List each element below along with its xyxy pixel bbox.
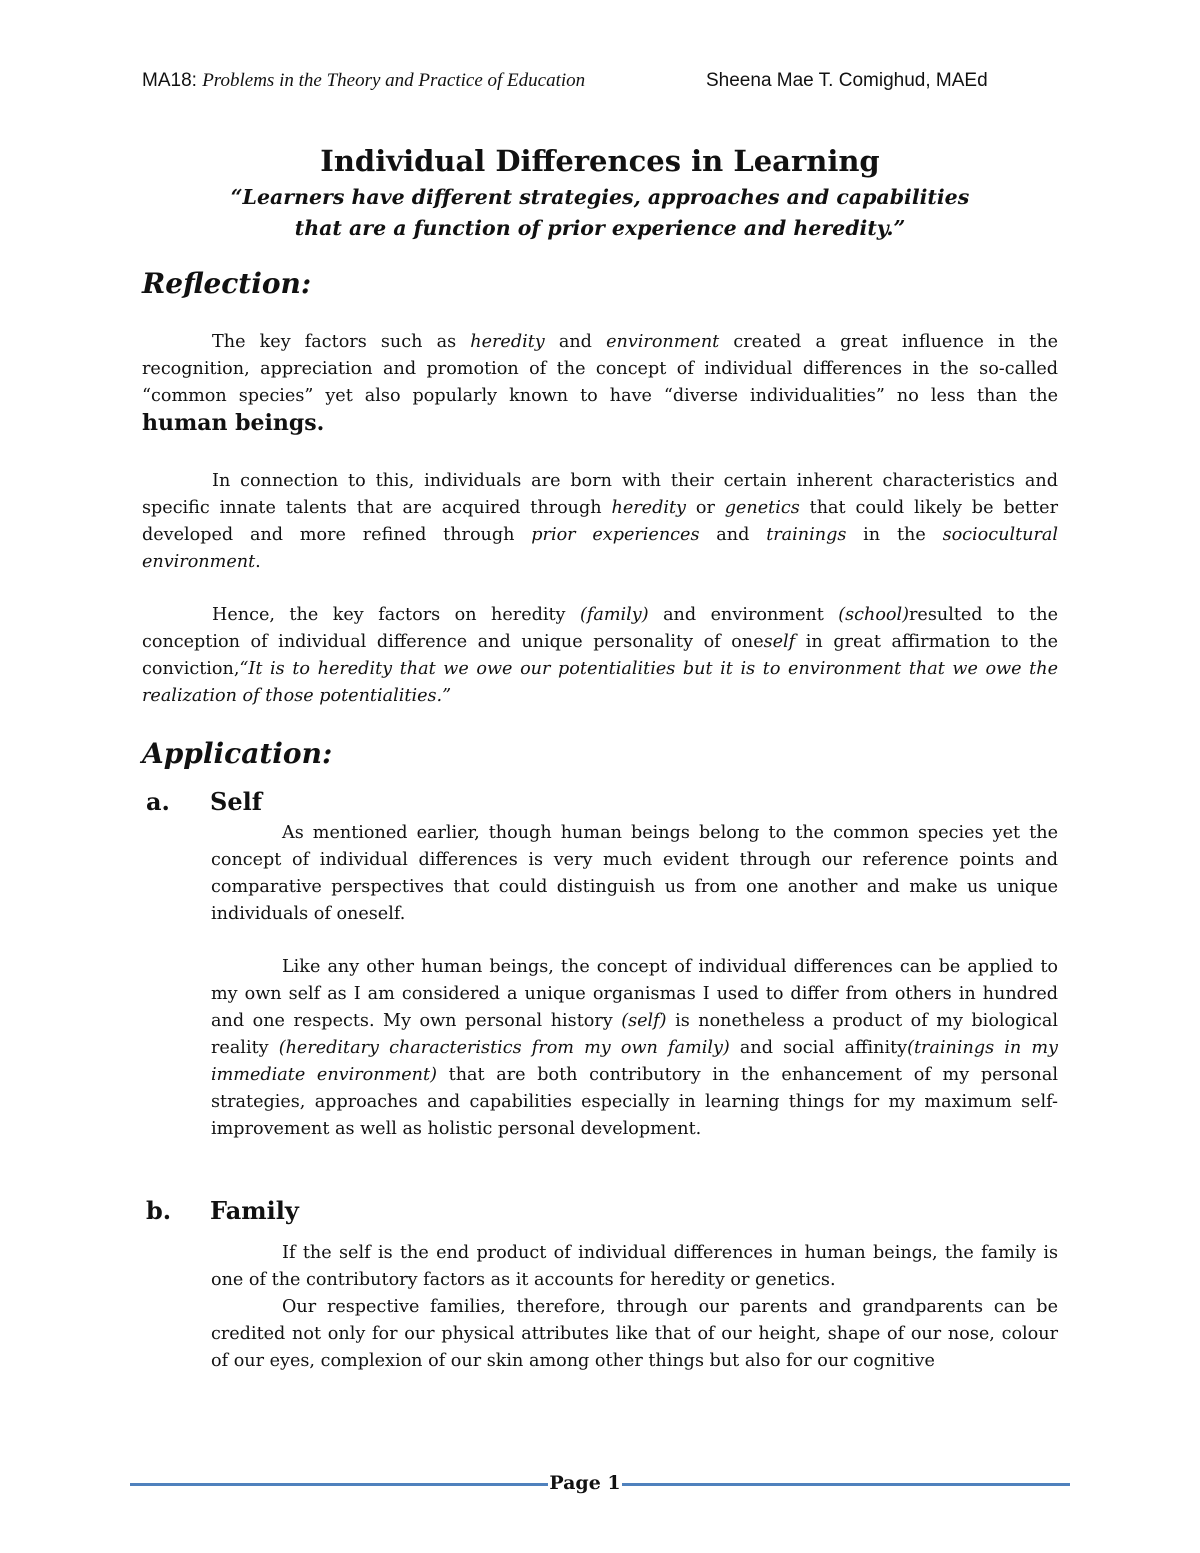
text-run: heredity <box>611 498 686 518</box>
application-heading: Application: <box>142 737 333 770</box>
text-run: and social affinity <box>729 1038 908 1058</box>
text-run: If the self is the end product of individual differences in human beings, the family is one of the contributory factors as it accounts for heredity or genetics. <box>211 1243 1058 1290</box>
family-paragraph-1 <box>211 1240 1058 1294</box>
course-title: Problems in the Theory and Practice of Education <box>202 70 586 91</box>
page-header <box>142 70 1058 96</box>
text-run: (school) <box>838 605 910 625</box>
text-run: and environment <box>648 605 839 625</box>
footer-divider-right <box>622 1483 1070 1486</box>
text-run: is nonetheless a product of my biological reality <box>211 1011 1058 1058</box>
text-run: environment <box>606 332 720 352</box>
course-code: MA18: <box>142 70 197 91</box>
text-run: heredity <box>470 332 545 352</box>
subheading-label: Self <box>210 787 263 816</box>
family-paragraph-2 <box>211 1294 1058 1375</box>
quote-text: “It is to heredity that we owe our potentialities but it is to environment that we owe the realization of those potentialities.” <box>142 659 1058 706</box>
title-block <box>0 140 1200 244</box>
page-number: Page 1 <box>549 1472 621 1494</box>
text-run: created a great influence in the recognition, appreciation and promotion of the concept of individual differences in the so-called “common species” yet also popularly known to have “diverse individualities” no less than the <box>142 332 1058 406</box>
reflection-heading: Reflection: <box>142 267 312 300</box>
document-title: Individual Differences in Learning <box>320 144 880 178</box>
text-run: that are both contributory in the enhancement of my personal strategies, approaches and capabilities especially in learning things for my maximum self-improvement as well as holistic personal development. <box>211 1065 1058 1139</box>
text-run: in the <box>846 525 943 545</box>
family-subheading <box>146 1196 299 1225</box>
text-run: Like any other human beings, the concept of individual differences can be applied to my own self as I am considered a unique organismas I used to differ from others in hundred and one respects. My own personal history <box>211 957 1058 1031</box>
self-paragraph-2 <box>211 954 1058 1143</box>
text-run: and <box>699 525 767 545</box>
text-run: As mentioned earlier, though human beings belong to the common species yet the concept of individual differences is very much evident through our reference points and comparative perspectives that could distinguish us from one another and make us unique individuals of oneself. <box>211 823 1058 924</box>
text-run: The key factors such as <box>212 332 471 352</box>
text-run: trainings <box>766 525 847 545</box>
course-label <box>142 70 585 92</box>
emphasis-text: human beings. <box>142 410 325 436</box>
text-run: (self) <box>621 1011 667 1031</box>
reflection-paragraph-1 <box>142 329 1058 439</box>
self-subheading <box>146 787 262 816</box>
author-name: Sheena Mae T. Comighud, MAEd <box>706 70 988 91</box>
text-run: In connection to this, individuals are born with their certain inherent characteristics and specific innate talents that are acquired through <box>142 471 1058 518</box>
text-run: and <box>544 332 607 352</box>
text-run: Hence, the key factors on heredity <box>212 605 580 625</box>
text-run: (trainings in my immediate environment) <box>211 1038 1058 1085</box>
text-run: in great affirmation to the conviction, <box>142 632 1058 679</box>
subheading-label: Family <box>210 1196 299 1225</box>
text-run: that could likely be better developed and more refined through <box>142 498 1058 545</box>
reflection-paragraph-2 <box>142 468 1058 576</box>
text-run: or <box>685 498 725 518</box>
text-run: resulted to the conception of individual difference and unique personality of one <box>142 605 1058 652</box>
quote-line-2: that are a function of prior experience and heredity.” <box>294 216 906 240</box>
text-run: . <box>255 552 261 572</box>
footer-divider-left <box>130 1483 548 1486</box>
text-run: prior experiences <box>531 525 700 545</box>
quote-line-1: “Learners have different strategies, approaches and capabilities <box>230 185 970 209</box>
text-run: genetics <box>724 498 800 518</box>
reflection-paragraph-3 <box>142 602 1058 710</box>
list-letter: a. <box>146 787 170 816</box>
text-run: (family) <box>579 605 649 625</box>
text-run: self <box>763 632 796 652</box>
list-letter: b. <box>146 1196 172 1225</box>
text-run: sociocultural environment <box>142 525 1058 572</box>
text-run: Our respective families, therefore, through our parents and grandparents can be credited not only for our physical attributes like that of our height, shape of our nose, colour of our eyes, complexion of our skin among other things but also for our cognitive <box>211 1297 1058 1371</box>
self-paragraph-1 <box>211 820 1058 928</box>
text-run: (hereditary characteristics from my own family) <box>278 1038 730 1058</box>
